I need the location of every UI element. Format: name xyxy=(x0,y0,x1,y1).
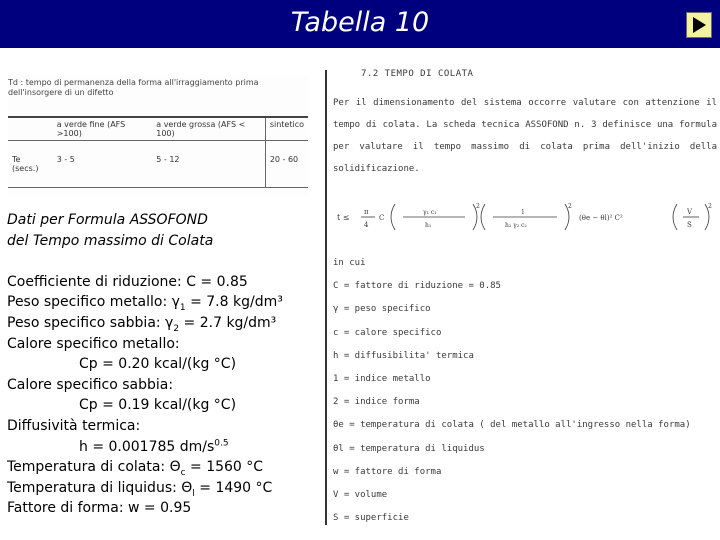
sand-specific-heat-value: Cp = 0.19 kcal/(kg °C) xyxy=(79,397,237,414)
metal-specific-heat-label: Calore specifico metallo: xyxy=(7,335,180,352)
assofond-data-text xyxy=(7,210,317,519)
svg-text:C: C xyxy=(379,214,385,222)
table-cell: 3 - 5 xyxy=(53,141,153,188)
svg-text:h₂ γ₂ c₂: h₂ γ₂ c₂ xyxy=(505,222,527,229)
pouring-temperature: Temperatura di colata: $\Theta_c = 1560$ °C xyxy=(7,459,264,478)
thermal-diffusivity-value: h = 0.001785 $dm/s^{0.5}$ xyxy=(79,437,229,455)
shape-factor: Fattore di forma: w = 0.95 xyxy=(7,500,192,517)
scanned-table-image xyxy=(8,76,308,196)
formula-drawing xyxy=(333,200,717,234)
list-item: V = volume xyxy=(333,490,388,501)
slide-title: Tabella 10 xyxy=(290,7,430,38)
casting-time-formula xyxy=(333,200,717,234)
svg-text:1: 1 xyxy=(521,209,525,216)
table-cell: 5 - 12 xyxy=(152,141,265,188)
list-item: 1 = indice metallo xyxy=(333,374,431,385)
thermal-diffusivity-label: Diffusività termica: xyxy=(7,417,141,434)
svg-text:2: 2 xyxy=(568,203,572,210)
reduction-coefficient: Coefficiente di riduzione: C = 0.85 xyxy=(7,273,248,290)
title-bar xyxy=(0,0,720,48)
table-header-cell: a verde grossa (AFS < 100) xyxy=(152,117,265,141)
next-slide-button[interactable] xyxy=(686,12,712,38)
scan-divider xyxy=(325,70,327,525)
permanence-table xyxy=(8,116,308,188)
list-item: θe = temperatura di colata ( del metallo all'ingresso nella forma) xyxy=(333,420,691,431)
svg-text:S: S xyxy=(687,221,692,229)
variable-legend xyxy=(333,252,717,530)
table-header-cell: sintetico xyxy=(265,117,308,141)
list-item: γ = peso specifico xyxy=(333,304,431,315)
list-item: in cui xyxy=(333,258,366,268)
table-row xyxy=(8,117,308,141)
table-row xyxy=(8,141,308,188)
sand-specific-heat-label: Calore specifico sabbia: xyxy=(7,376,174,393)
metal-specific-heat-value: Cp = 0.20 kcal/(kg °C) xyxy=(79,356,237,373)
list-item: 2 = indice forma xyxy=(333,397,420,408)
svg-text:2: 2 xyxy=(476,203,480,210)
list-item: w = fattore di forma xyxy=(333,466,442,477)
table-cell: 20 - 60 xyxy=(265,141,308,188)
scan-section-title: 7.2 TEMPO DI COLATA xyxy=(361,69,474,79)
table-header-cell xyxy=(8,117,53,141)
data-subheading: del Tempo massimo di Colata xyxy=(7,232,214,249)
sand-specific-weight: Peso specifico sabbia: $\gamma_2 = 2.7$ kg/dm³ xyxy=(7,314,277,334)
svg-text:4: 4 xyxy=(364,221,369,229)
svg-text:γ₁ c₁: γ₁ c₁ xyxy=(423,209,437,216)
svg-text:V: V xyxy=(687,208,693,216)
svg-text:h₁: h₁ xyxy=(425,222,432,229)
table-header-cell: a verde fine (AFS >100) xyxy=(53,117,153,141)
list-item: S = superficie xyxy=(333,513,409,524)
svg-text:π: π xyxy=(364,208,369,216)
list-item: h = diffusibilita' termica xyxy=(333,350,474,361)
list-item: C = fattore di riduzione = 0.85 xyxy=(333,281,501,292)
triangle-right-icon xyxy=(691,16,707,34)
scan-paragraph: Per il dimensionamento del sistema occorre valutare con attenzione il tempo di colata. La scheda tecnica ASSOFOND n. 3 definisce una formula per valutare il tempo massimo di colata prima dell'inizio della solidificazione. xyxy=(333,98,717,174)
formula-text: t ≤ xyxy=(337,213,350,222)
data-heading: Dati per Formula ASSOFOND xyxy=(7,212,208,228)
scanned-page-image xyxy=(333,66,718,526)
svg-text:2: 2 xyxy=(708,203,712,210)
list-item: θl = temperatura di liquidus xyxy=(333,443,485,454)
liquidus-temperature: Temperatura di liquidus: $\Theta_l = 1490$ °C xyxy=(7,479,273,499)
scan-caption: Td : tempo di permanenza della forma all'irraggiamento prima dell'insorgere di un difetto xyxy=(8,78,259,97)
list-item: c = calore specifico xyxy=(333,327,442,338)
svg-text:(θe − θl)² C²: (θe − θl)² C² xyxy=(579,214,623,222)
table-cell: Te (secs.) xyxy=(8,141,53,188)
metal-specific-weight: Peso specifico metallo: $\gamma_1 = 7.8$ kg/dm³ xyxy=(7,294,283,314)
